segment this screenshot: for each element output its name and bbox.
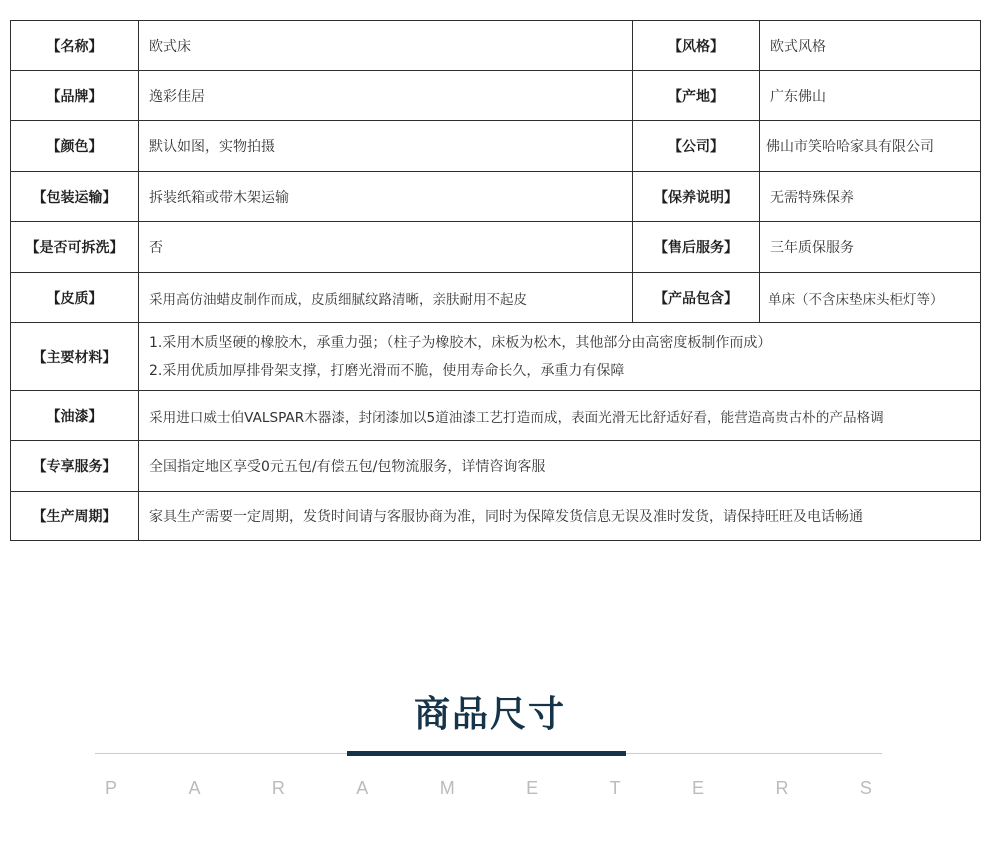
company-label: 【公司】 bbox=[633, 121, 760, 172]
washable-label: 【是否可拆洗】 bbox=[11, 222, 139, 273]
leather-label: 【皮质】 bbox=[11, 273, 139, 323]
subtitle-letter: A bbox=[356, 778, 369, 798]
subtitle-letter: P bbox=[105, 778, 118, 798]
company-value: 佛山市笑哈哈家具有限公司 bbox=[760, 121, 981, 172]
service-label: 【专享服务】 bbox=[11, 441, 139, 492]
divider-accent bbox=[347, 751, 626, 756]
name-value: 欧式床 bbox=[139, 21, 633, 71]
table-row bbox=[11, 273, 981, 323]
table-row bbox=[11, 391, 981, 441]
package-label: 【产品包含】 bbox=[633, 273, 760, 323]
package-value: 单床（不含床垫床头柜灯等） bbox=[760, 273, 981, 323]
subtitle-letter: E bbox=[692, 778, 705, 798]
care-value: 无需特殊保养 bbox=[760, 172, 981, 222]
table-row bbox=[11, 323, 981, 391]
section-title: 商品尺寸 bbox=[413, 694, 566, 735]
origin-value: 广东佛山 bbox=[760, 71, 981, 121]
table-row bbox=[11, 172, 981, 222]
style-value: 欧式风格 bbox=[760, 21, 981, 71]
brand-label: 【品牌】 bbox=[11, 71, 139, 121]
packaging-label: 【包装运输】 bbox=[11, 172, 139, 222]
paint-value: 采用进口威士伯VALSPAR木器漆，封闭漆加以5道油漆工艺打造而成，表面光滑无比舒适好看，能营造高贵古朴的产品格调 bbox=[139, 391, 981, 441]
material-value bbox=[139, 323, 981, 391]
table-row bbox=[11, 222, 981, 273]
section-subtitle bbox=[95, 778, 882, 799]
subtitle-letter: R bbox=[775, 778, 789, 798]
table-row bbox=[11, 492, 981, 541]
leather-value: 采用高仿油蜡皮制作而成，皮质细腻纹路清晰，亲肤耐用不起皮 bbox=[139, 273, 633, 323]
subtitle-letter: S bbox=[859, 778, 872, 798]
table-row bbox=[11, 441, 981, 492]
table-row bbox=[11, 71, 981, 121]
cycle-label: 【生产周期】 bbox=[11, 492, 139, 541]
material-line-2: 2.采用优质加厚排骨架支撑，打磨光滑而不脆，使用寿命长久，承重力有保障 bbox=[149, 362, 625, 379]
subtitle-letter: A bbox=[188, 778, 201, 798]
spec-table bbox=[10, 20, 981, 541]
paint-label: 【油漆】 bbox=[11, 391, 139, 441]
material-label: 【主要材料】 bbox=[11, 323, 139, 391]
color-label: 【颜色】 bbox=[11, 121, 139, 172]
aftersale-value: 三年质保服务 bbox=[760, 222, 981, 273]
washable-value: 否 bbox=[139, 222, 633, 273]
subtitle-letter: T bbox=[609, 778, 621, 798]
table-row bbox=[11, 21, 981, 71]
packaging-value: 拆装纸箱或带木架运输 bbox=[139, 172, 633, 222]
subtitle-letter: E bbox=[526, 778, 539, 798]
subtitle-letter: M bbox=[439, 778, 455, 798]
name-label: 【名称】 bbox=[11, 21, 139, 71]
brand-value: 逸彩佳居 bbox=[139, 71, 633, 121]
aftersale-label: 【售后服务】 bbox=[633, 222, 760, 273]
material-line-1: 1.采用木质坚硬的橡胶木，承重力强；（柱子为橡胶木，床板为松木，其他部分由高密度板制作而成） bbox=[149, 334, 772, 351]
subtitle-letter: R bbox=[271, 778, 285, 798]
color-value: 默认如图，实物拍摄 bbox=[139, 121, 633, 172]
origin-label: 【产地】 bbox=[633, 71, 760, 121]
cycle-value: 家具生产需要一定周期，发货时间请与客服协商为准，同时为保障发货信息无误及准时发货，请保持旺旺及电话畅通 bbox=[139, 492, 981, 541]
care-label: 【保养说明】 bbox=[633, 172, 760, 222]
style-label: 【风格】 bbox=[633, 21, 760, 71]
table-row bbox=[11, 121, 981, 172]
service-value: 全国指定地区享受0元五包/有偿五包/包物流服务，详情咨询客服 bbox=[139, 441, 981, 492]
